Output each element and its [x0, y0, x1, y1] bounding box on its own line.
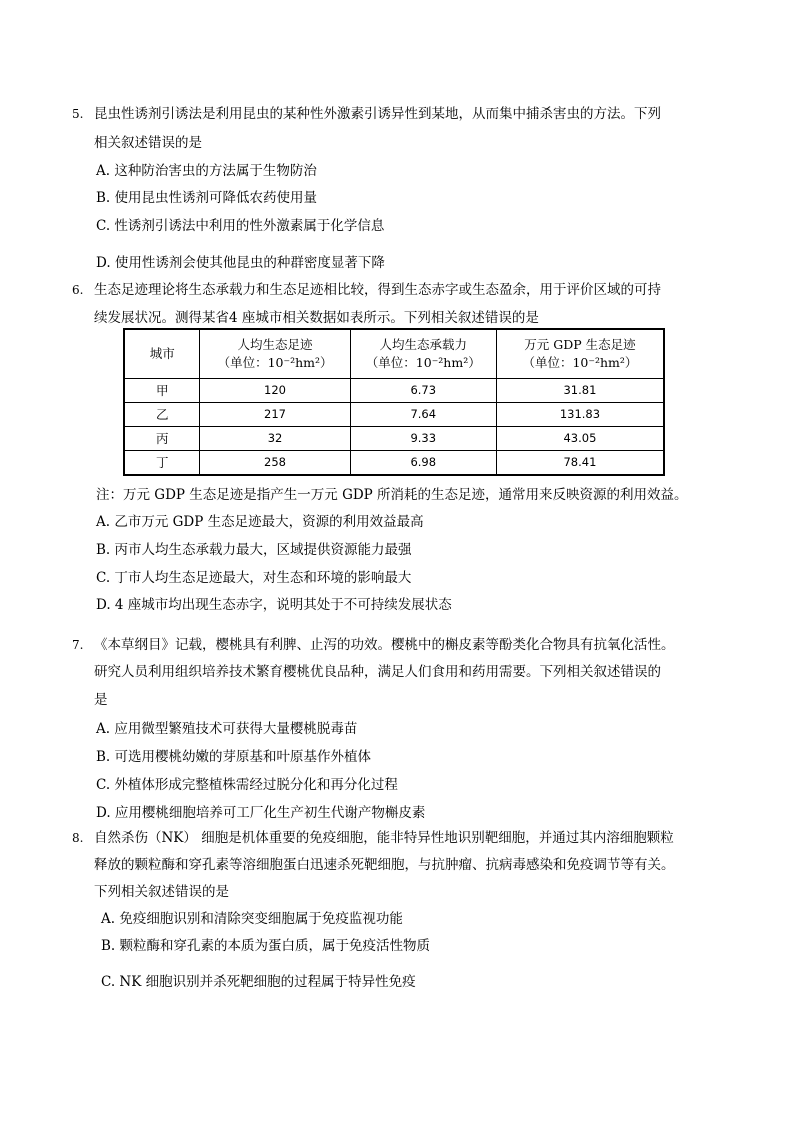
q8-option-c: C. NK 细胞识别并杀死靶细胞的过程属于特异性免疫: [101, 974, 416, 990]
q7-number: 7.: [72, 638, 84, 652]
q5-option-b: B. 使用昆虫性诱剂可降低农药使用量: [96, 190, 318, 206]
table-row: [124, 379, 664, 403]
q5-option-c: C. 性诱剂引诱法中利用的性外激素属于化学信息: [96, 218, 385, 234]
table-cell-city: 丙: [124, 427, 200, 451]
header-gdp-footprint-unit: （单位：10⁻²hm²）: [522, 355, 638, 370]
table-row: [124, 451, 664, 476]
q7-option-a: A. 应用微型繁殖技术可获得大量樱桃脱毒苗: [96, 721, 358, 737]
q6-option-a: A. 乙市万元 GDP 生态足迹最大，资源的利用效益最高: [96, 514, 424, 530]
table-cell: 9.33: [350, 427, 496, 451]
q5-option-d: D. 使用性诱剂会使其他昆虫的种群密度显著下降: [96, 255, 385, 271]
header-per-capita-footprint-line1: 人均生态足迹: [237, 337, 313, 352]
q7-stem-line2: 研究人员利用组织培养技术繁育樱桃优良品种，满足人们食用和药用需要。下列相关叙述错误的: [94, 664, 661, 680]
header-city: [124, 329, 200, 379]
table-cell-city: 乙: [124, 403, 200, 427]
q7-option-d: D. 应用樱桃细胞培养可工厂化生产初生代谢产物槲皮素: [96, 805, 426, 821]
q6-stem-line1: 生态足迹理论将生态承载力和生态足迹相比较，得到生态赤字或生态盈余，用于评价区域的可持: [94, 282, 661, 298]
table-row: [124, 403, 664, 427]
header-per-capita-footprint-unit: （单位：10⁻²hm²）: [217, 355, 333, 370]
q5-stem-line1: 昆虫性诱剂引诱法是利用昆虫的某种性外激素引诱异性到某地，从而集中捕杀害虫的方法。下列: [94, 106, 661, 122]
header-per-capita-capacity: [350, 329, 496, 379]
table-cell: 7.64: [350, 403, 496, 427]
header-per-capita-capacity-line1: 人均生态承载力: [379, 337, 468, 352]
table-cell: 6.73: [350, 379, 496, 403]
ecological-footprint-table: [123, 328, 665, 476]
q8-stem-line2: 释放的颗粒酶和穿孔素等溶细胞蛋白迅速杀死靶细胞，与抗肿瘤、抗病毒感染和免疫调节等有关。: [94, 857, 675, 873]
table-cell-city: 丁: [124, 451, 200, 476]
q8-stem-line3: 下列相关叙述错误的是: [94, 884, 229, 900]
q6-option-c: C. 丁市人均生态足迹最大，对生态和环境的影响最大: [96, 570, 412, 586]
table-cell: 217: [200, 403, 350, 427]
q5-number: 5.: [72, 107, 84, 121]
table-cell: 32: [200, 427, 350, 451]
q7-option-c: C. 外植体形成完整植株需经过脱分化和再分化过程: [96, 777, 398, 793]
q7-option-b: B. 可选用樱桃幼嫩的芽原基和叶原基作外植体: [96, 749, 372, 765]
q5-stem-line2: 相关叙述错误的是: [94, 135, 202, 151]
q7-stem-line3: 是: [94, 692, 108, 708]
table-cell: 31.81: [496, 379, 664, 403]
table-header-row: [124, 329, 664, 379]
q8-number: 8.: [72, 831, 84, 845]
q7-stem-line1: 《本草纲目》记载，樱桃具有利脾、止泻的功效。樱桃中的槲皮素等酚类化合物具有抗氧化活性。: [94, 637, 675, 653]
q8-stem-line1: 自然杀伤（NK） 细胞是机体重要的免疫细胞，能非特异性地识别靶细胞，并通过其内溶细胞颗粒: [94, 830, 674, 846]
header-gdp-footprint: [496, 329, 664, 379]
table-row: [124, 427, 664, 451]
header-city-label: 城市: [149, 346, 175, 361]
q6-number: 6.: [72, 283, 84, 297]
q8-option-b: B. 颗粒酶和穿孔素的本质为蛋白质，属于免疫活性物质: [101, 938, 431, 954]
q8-option-a: A. 免疫细胞识别和清除突变细胞属于免疫监视功能: [101, 911, 403, 927]
table-cell: 120: [200, 379, 350, 403]
q6-option-d: D. 4 座城市均出现生态赤字，说明其处于不可持续发展状态: [96, 597, 452, 613]
header-gdp-footprint-line1: 万元 GDP 生态足迹: [524, 337, 636, 352]
table-cell-city: 甲: [124, 379, 200, 403]
table-cell: 258: [200, 451, 350, 476]
table-cell: 78.41: [496, 451, 664, 476]
q6-option-b: B. 丙市人均生态承载力最大，区域提供资源能力最强: [96, 542, 412, 558]
q5-option-a: A. 这种防治害虫的方法属于生物防治: [96, 163, 317, 179]
table-cell: 43.05: [496, 427, 664, 451]
table-cell: 6.98: [350, 451, 496, 476]
q6-stem-line2: 续发展状况。测得某省4 座城市相关数据如表所示。下列相关叙述错误的是: [94, 310, 539, 326]
q6-table-note: 注：万元 GDP 生态足迹是指产生一万元 GDP 所消耗的生态足迹，通常用来反映资源的利用效益。: [96, 487, 688, 503]
table-cell: 131.83: [496, 403, 664, 427]
header-per-capita-capacity-unit: （单位：10⁻²hm²）: [365, 355, 481, 370]
header-per-capita-footprint: [200, 329, 350, 379]
